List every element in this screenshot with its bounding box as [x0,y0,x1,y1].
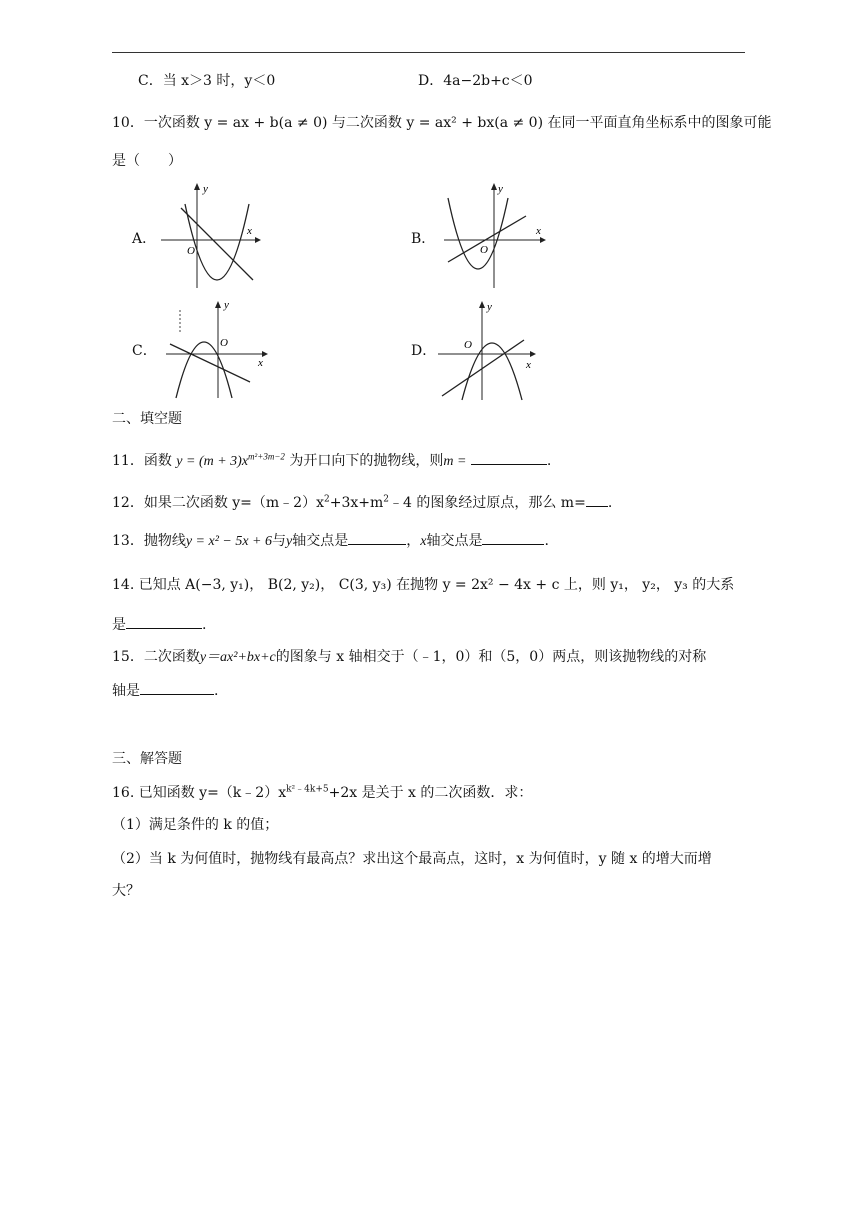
y-axis-label: y [487,301,492,313]
q13-a: 与 [272,533,287,549]
section-3-heading: 三、解答题 [112,751,182,767]
q10-graph-d [434,298,546,402]
q11-pre: 11．函数 [112,453,172,469]
q10-graph-a [155,178,265,292]
q14-line1: 14. 已知点 A(−3, y₁)， B(2, y₂)， C(3, y₃) 在抛物 y = 2x² − 4x + c 上，则 y₁， y₂， y₃ 的大系 [112,577,735,593]
x-axis-label: x [247,225,252,237]
q13-y: y [286,534,293,549]
q10-graph-c [160,298,272,400]
q12-end: . [607,495,613,511]
origin-label: O [187,245,195,257]
x-axis-label: x [526,359,531,371]
q10-option-b-label: B． [411,231,436,247]
q15-answer-blank[interactable] [140,680,214,695]
q12-sup2: 2 [383,494,389,505]
q9-option-d: D．4a−2b+c＜0 [418,73,533,89]
q12-mid: +3x+m [329,495,384,511]
q10-graph-b [440,180,550,290]
q16-part1: （1）满足条件的 k 的值； [112,817,279,833]
q12 [112,492,612,512]
q15-expr: y＝ax²+bx+c [199,650,276,665]
q15-line1 [112,648,706,667]
q9-option-c: C．当 x＞3 时，y＜0 [138,73,276,89]
section-2-heading: 二、填空题 [112,411,182,427]
q14-line2-pre: 是 [112,617,126,633]
q12-post: ﹣4 的图象经过原点，那么 m= [389,495,586,511]
origin-label: O [464,339,472,351]
q16-part2: （2）当 k 为何值时，抛物线有最高点？求出这个最高点，这时，x 为何值时，y 随 x 的增大而增 [112,851,712,867]
q10-stem-line2: 是（ ） [112,153,182,169]
q13-end: . [544,533,549,549]
q10-stem-line1: 10．一次函数 y = ax + b(a ≠ 0) 与二次函数 y = ax² + bx(a ≠ 0) 在同一平面直角坐标系中的图象可能 [112,115,772,131]
origin-label: O [220,337,228,349]
q10-option-a-label: A． [132,231,157,247]
q11-end: . [546,453,552,469]
q14-line2 [112,614,206,634]
x-axis-label: x [536,225,541,237]
q12-sup1: 2 [323,494,330,505]
q10-option-d-label: D． [411,343,437,359]
q13 [112,530,549,551]
q15-line2-pre: 轴是 [112,683,140,699]
q11 [112,450,551,471]
q16-exponent: k²﹣4k+5 [286,784,329,795]
x-axis-label: x [258,357,263,369]
q14-answer-blank[interactable] [126,614,202,629]
y-axis-label: y [224,299,229,311]
q16-stem [112,784,532,802]
q15-line2 [112,680,218,700]
q15-pre: 15．二次函数 [112,649,200,665]
q13-answer-blank-2[interactable] [482,530,544,545]
q13-pre: 13．抛物线 [112,533,186,549]
q11-exponent: m²+3m−2 [248,451,285,462]
q16-pre: 16. 已知函数 y=（k﹣2）x [112,785,287,801]
q14-end: . [202,617,207,633]
q13-b: 轴交点是 [292,533,349,549]
q15-end: . [214,683,219,699]
q11-answer-blank[interactable] [471,450,547,465]
q16-post: +2x 是关于 x 的二次函数．求： [328,785,533,801]
q13-d: 轴交点是 [426,533,483,549]
q10-option-c-label: C． [132,343,157,359]
q13-answer-blank-1[interactable] [348,530,406,545]
origin-label: O [480,244,488,256]
q13-c: ， [406,533,421,549]
q13-expr: y = x² − 5x + 6 [185,534,273,549]
y-axis-label: y [498,183,503,195]
q16-part2-cont: 大？ [112,883,140,899]
y-axis-label: y [203,183,208,195]
q11-mid: 为开口向下的抛物线，则 [289,453,444,469]
q12-pre: 12．如果二次函数 y=（m﹣2）x [112,495,324,511]
header-rule [112,52,745,53]
q12-answer-blank[interactable] [586,492,608,507]
q11-expr: y = (m + 3)x [176,454,249,469]
q13-x: x [420,534,427,549]
q15-post: 的图象与 x 轴相交于（﹣1，0）和（5，0）两点，则该抛物线的对称 [275,649,707,665]
q11-var: m = [443,454,467,469]
